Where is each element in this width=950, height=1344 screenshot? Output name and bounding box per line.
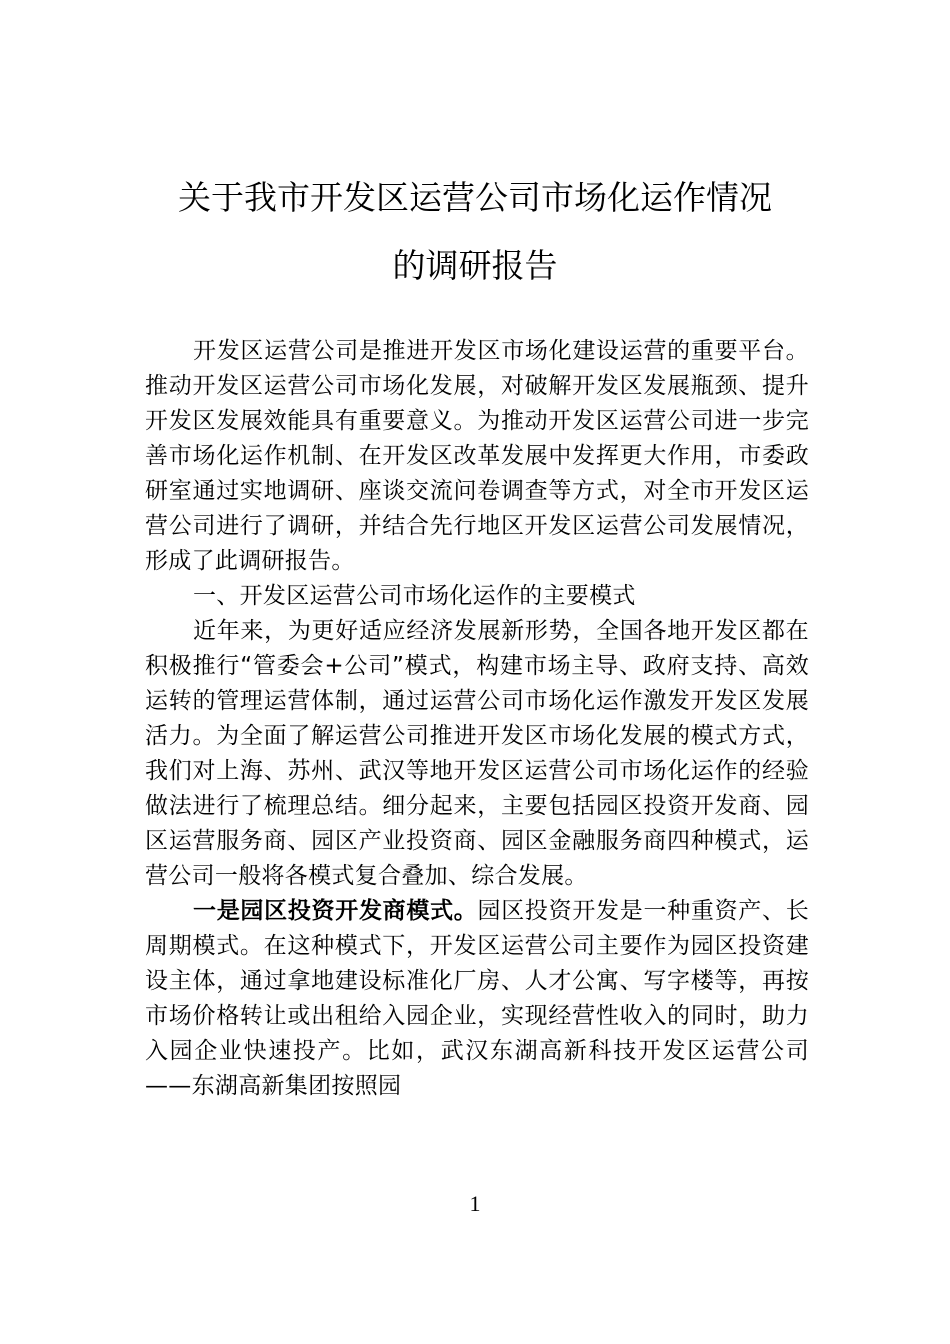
model-one-paragraph xyxy=(145,894,809,1104)
page-number: 1 xyxy=(469,1191,481,1216)
report-body xyxy=(145,334,809,1104)
page-title-line-2: 的调研报告 xyxy=(392,246,558,285)
model-one-text: 园区投资开发是一种重资产、长周期模式。在这种模式下，开发区运营公司主要作为园区投资建设主体，通过拿地建设标准化厂房、人才公寓、写字楼等，再按市场价格转让或出租给入园企业，实现经营性收入的同时，助力入园企业快速投产。比如，武汉东湖高新科技开发区运营公司——东湖高新集团按照园 xyxy=(145,898,809,1099)
section-heading: 一、开发区运营公司市场化运作的主要模式 xyxy=(193,583,636,609)
page-title-line-1: 关于我市开发区运营公司市场化运作情况 xyxy=(178,178,772,217)
overview-paragraph: 近年来，为更好适应经济发展新形势，全国各地开发区都在积极推行“管委会+公司”模式，构建市场主导、政府支持、高效运转的管理运营体制，通过运营公司市场化运作激发开发区发展活力。为全面了解运营公司推进开发区市场化发展的模式方式，我们对上海、苏州、武汉等地开发区运营公司市场化运作的经验做法进行了梳理总结。细分起来，主要包括园区投资开发商、园区运营服务商、园区产业投资商、园区金融服务商四种模式，运营公司一般将各模式复合叠加、综合发展。 xyxy=(145,618,809,889)
intro-paragraph: 开发区运营公司是推进开发区市场化建设运营的重要平台。推动开发区运营公司市场化发展，对破解开发区发展瓶颈、提升开发区发展效能具有重要意义。为推动开发区运营公司进一步完善市场化运作机制、在开发区改革发展中发挥更大作用，市委政研室通过实地调研、座谈交流问卷调查等方式，对全市开发区运营公司进行了调研，并结合先行地区开发区运营公司发展情况，形成了此调研报告。 xyxy=(145,338,809,574)
model-one-lead: 一是园区投资开发商模式。 xyxy=(193,898,478,924)
